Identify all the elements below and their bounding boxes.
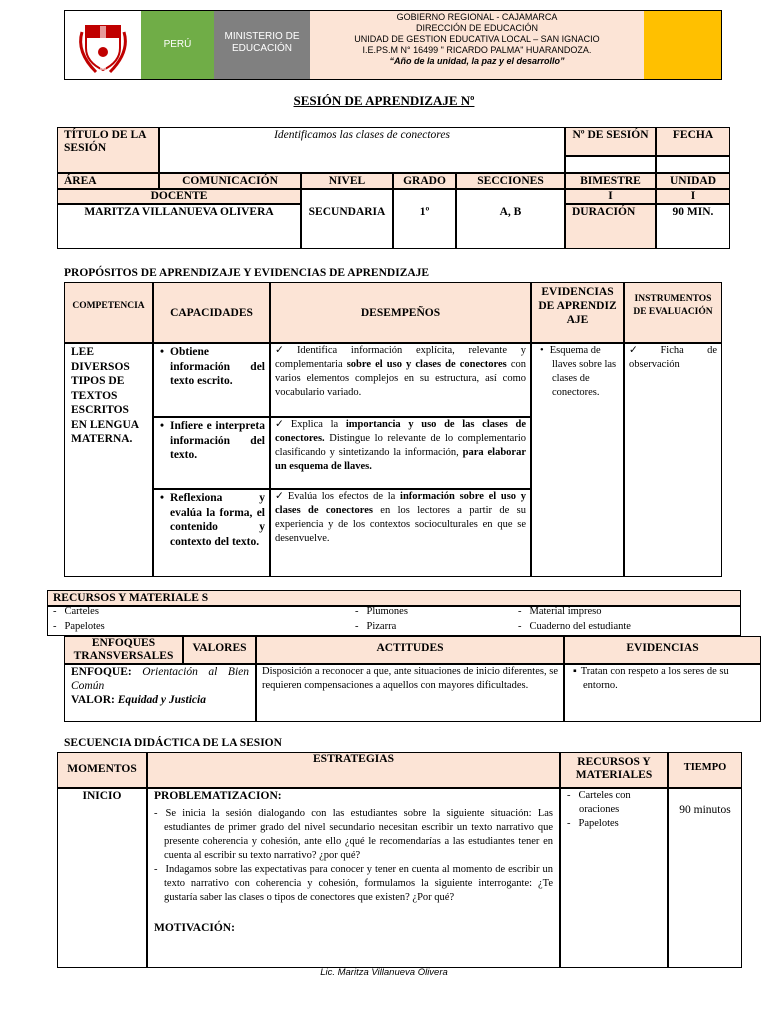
col-capacidades-label: CAPACIDADES [170, 307, 253, 319]
momentos-col-label: MOMENTOS [67, 763, 137, 775]
unidad-label: UNIDAD [656, 173, 730, 189]
nsesion-label: Nº DE SESIÓN [565, 127, 656, 156]
desempeno-cell [270, 489, 531, 577]
enfoque-value: Orientación al Bien Común [71, 666, 250, 692]
desempeno-text: en los lectores a partir de su experiencia y de los contextos socioculturales en que se desenvuelve. [275, 505, 526, 544]
titulo-label: TÍTULO DE LA SESIÓN [57, 127, 159, 173]
enfoque-line [71, 665, 249, 693]
tiempo-col-label: TIEMPO [683, 762, 727, 773]
footer-signature: Lic. Maritza Villanueva Olivera [320, 967, 448, 978]
desempeno-cell [270, 417, 531, 489]
peru-label: PERÚ [163, 39, 192, 50]
secciones-value: A, B [456, 189, 565, 249]
enfoques-col [64, 636, 183, 664]
actitudes-col [256, 636, 564, 664]
desempeno-bold-text: información sobre el uso y clases de conectores [275, 491, 527, 516]
ministry-box [214, 11, 310, 79]
valor-label: VALOR: [71, 694, 115, 706]
col-desempenos [270, 282, 531, 343]
col-competencia [64, 282, 153, 343]
momentos-col [57, 752, 147, 788]
fecha-value [656, 156, 730, 173]
strategy-paragraph: - Se inicia la sesión dialogando con las estudiantes sobre la siguiente situación: Las estudiantes de primer grado del nivel secundario necesitan escribir un texto narrativo que presente coherencia y cohesión, ante ello ¿qué le recomendarías a las estudiantes tener en cuenta al escribir su texto narrativo? ¿por qué? [154, 807, 553, 863]
desempeno-text: Explica la [290, 419, 346, 430]
secuencia-heading: SECUENCIA DIDÁCTICA DE LA SESION [64, 737, 282, 749]
unidad-value: I [656, 189, 730, 204]
recurso-item: - Cuaderno del estudiante [518, 621, 631, 632]
capacidad-text: • Reflexiona y evalúa la forma, el contenido y contexto del texto. [158, 491, 265, 549]
docente-label: DOCENTE [57, 189, 301, 204]
propositos-heading: PROPÓSITOS DE APRENDIZAJE Y EVIDENCIAS DE APRENDIZAJE [64, 267, 430, 279]
titulo-value: Identificamos las clases de conectores [159, 127, 565, 173]
valor-line [71, 693, 249, 707]
capacidad-cell [153, 343, 270, 417]
actitudes-text: Disposición a reconocer a que, ante situaciones de inicio diferentes, se requieren compensaciones a aquellos con mayores dificultades. [262, 666, 558, 691]
enfoque-label: ENFOQUE: [71, 666, 132, 678]
nivel-label: NIVEL [301, 173, 393, 189]
tiempo-col [668, 752, 742, 788]
evidencias-cell [564, 664, 761, 722]
evidencia-text: • Esquema de llaves sobre las clases de conectores. [536, 344, 619, 400]
desempeno-text: Evalúa los efectos de la [287, 491, 401, 502]
docente-value: MARITZA VILLANUEVA OLIVERA [57, 204, 301, 249]
desempeno-text: con varios elementos complejos en su estructura, así como vocabulario variado. [275, 359, 526, 398]
page-title: SESIÓN DE APRENDIZAJE Nº [293, 93, 475, 108]
col-evidencias-label: EVIDENCIAS DE APRENDIZAJE [538, 286, 617, 326]
recursos-col [560, 752, 668, 788]
valores-col [183, 636, 256, 664]
evidencia-cell [531, 343, 624, 577]
nsesion-value [565, 156, 656, 173]
problematizacion-label: PROBLEMATIZACION: [154, 790, 282, 802]
recurso-item: - Carteles [53, 606, 99, 617]
capacidad-text: • Obtiene información del texto escrito. [158, 345, 265, 389]
recurso-item: - Pizarra [355, 621, 396, 632]
desempeno-text: Identifica información explícita, relevante y complementaria [275, 345, 526, 370]
col-evidencias [531, 282, 624, 343]
tiempo-cell [668, 788, 742, 968]
recursos-cell [560, 788, 668, 968]
valores-col-label: VALORES [192, 642, 247, 654]
recurso-material: - Papelotes [565, 817, 663, 831]
col-competencia-label: COMPETENCIA [72, 301, 145, 311]
recurso-material: - Carteles con oraciones [565, 789, 663, 817]
area-label: ÁREA [57, 173, 159, 189]
desempeno-text: Distingue lo relevante de lo complementario clasificando y sintetizando la información, [275, 433, 526, 458]
check-icon [275, 419, 291, 430]
col-instrumento [624, 282, 722, 343]
fecha-label: FECHA [656, 127, 730, 156]
institution-box [310, 11, 644, 79]
actitudes-cell [256, 664, 564, 722]
desempeno-bold-text: para elaborar un esquema de llaves. [275, 447, 526, 472]
evidencias-col-label: EVIDENCIAS [626, 642, 699, 654]
momento-cell [57, 788, 147, 968]
recursos-heading: RECURSOS Y MATERIALE S [47, 590, 741, 606]
valor-value: Equidad y Justicia [117, 694, 206, 706]
desempeno-bold-text: importancia y uso de las clases de conectores. [275, 419, 526, 444]
tiempo-text: 90 minutos [679, 804, 731, 816]
actitudes-col-label: ACTITUDES [376, 642, 444, 654]
recursos-col-label: RECURSOS Y MATERIALES [575, 756, 653, 781]
coat-of-arms-logo [66, 12, 140, 78]
estrategias-cell [147, 788, 560, 968]
competencia-cell [64, 343, 153, 577]
bimestre-value: I [565, 189, 656, 204]
duracion-value: 90 MIN. [656, 204, 730, 249]
recurso-item: - Papelotes [53, 621, 105, 632]
desempeno-bold-text: sobre el uso y clases de conectores [346, 359, 507, 370]
recurso-item: - Plumones [355, 606, 408, 617]
ministry-label: MINISTERIO DE EDUCACIÓN [224, 31, 300, 54]
capacidad-cell [153, 489, 270, 577]
momento-text: INICIO [82, 790, 122, 802]
grado-label: GRADO [393, 173, 456, 189]
nivel-value: SECUNDARIA [301, 189, 393, 249]
evidencias-text: ▪ Tratan con respeto a los seres de su entorno. [571, 665, 754, 693]
institution-line: DIRECCIÓN DE EDUCACIÓN [415, 23, 538, 33]
strategy-paragraph: - Indagamos sobre las expectativas para conocer y tener en cuenta al momento de escribir un texto narrativo con coherencia y cohesión, formulamos la siguiente interrogante: ¿Te gustaría saber las clases o tipos de conectores que existen? ¿Por qué? [154, 863, 553, 905]
enfoques-col-label: ENFOQUES TRANSVERSALES [73, 637, 174, 662]
capacidad-cell [153, 417, 270, 489]
peru-label-box [141, 11, 214, 79]
check-icon [275, 345, 297, 356]
orange-box [644, 11, 721, 79]
col-desempenos-label: DESEMPEÑOS [360, 307, 441, 319]
enfoque-cell [64, 664, 256, 722]
capacidad-text: • Infiere e interpreta información del texto. [158, 419, 265, 463]
institution-line: UNIDAD DE GESTION EDUCATIVA LOCAL – SAN IGNACIO [354, 34, 600, 44]
duracion-label: DURACIÓN [565, 204, 656, 249]
competencia-text: LEE DIVERSOS TIPOS DE TEXTOS ESCRITOS EN LENGUA MATERNA. [71, 346, 139, 445]
recurso-item: - Material impreso [518, 606, 602, 617]
evidencias-col [564, 636, 761, 664]
year-motto: “Año de la unidad, la paz y el desarrollo” [389, 56, 565, 66]
institution-line: GOBIERNO REGIONAL - CAJAMARCA [396, 12, 558, 22]
estrategias-col [147, 752, 560, 788]
check-icon [275, 491, 288, 502]
area-value: COMUNICACIÓN [159, 173, 301, 189]
col-instrumento-label: INSTRUMENTOS DE EVALUACIÓN [633, 294, 713, 317]
motivacion-label: MOTIVACIÓN: [154, 922, 235, 934]
bimestre-label: BIMESTRE [565, 173, 656, 189]
secciones-label: SECCIONES [456, 173, 565, 189]
desempeno-cell [270, 343, 531, 417]
instrumento-text: ✓ Ficha de observación [629, 344, 717, 372]
estrategias-col-label: ESTRATEGIAS [313, 753, 394, 765]
col-capacidades [153, 282, 270, 343]
grado-value: 1º [393, 189, 456, 249]
institution-line: I.E.PS.M N° 16499 " RICARDO PALMA" HUARANDOZA. [362, 45, 592, 55]
instrumento-cell [624, 343, 722, 577]
